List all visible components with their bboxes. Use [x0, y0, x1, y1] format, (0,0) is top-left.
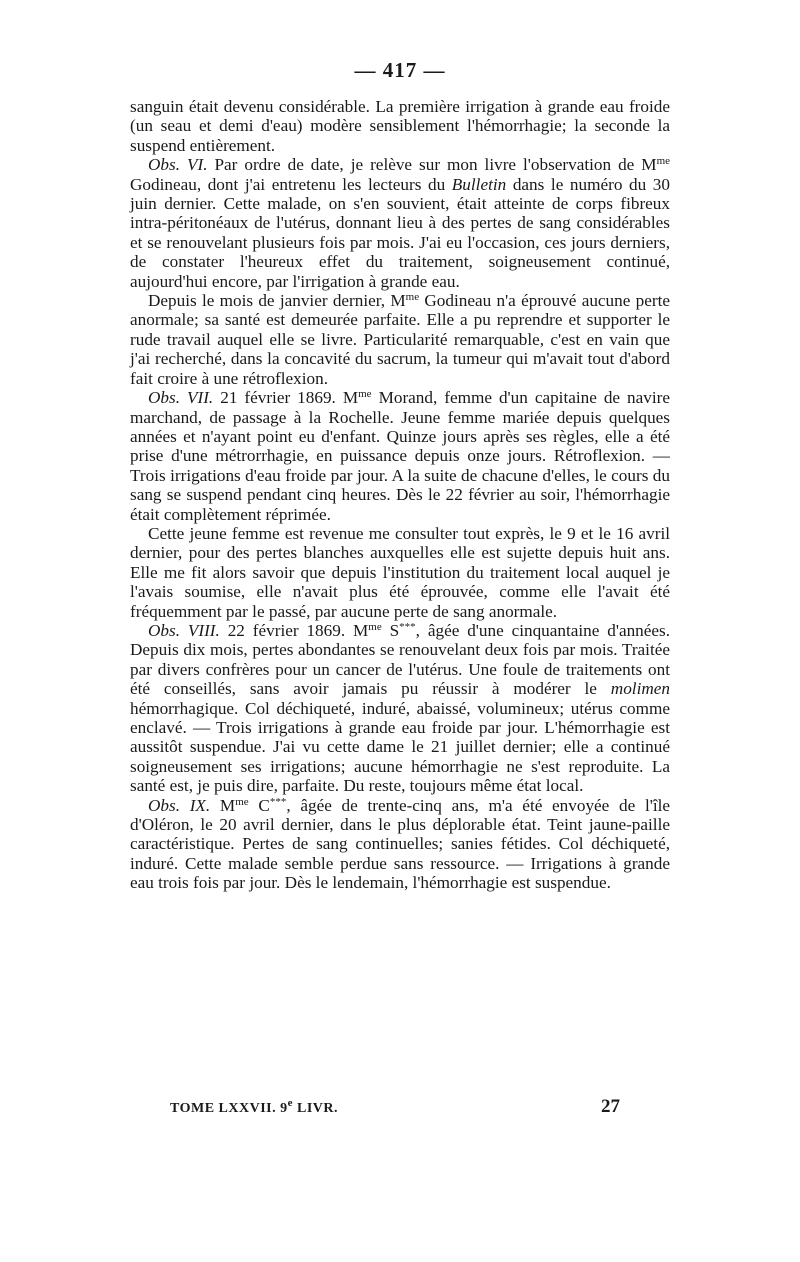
italic-title: Bulletin: [451, 174, 507, 194]
signature-text: TOME LXXVII. 9: [170, 1101, 288, 1116]
paragraph-obs-ix: [130, 796, 670, 893]
paragraph-text: Cette jeune femme est revenue me consulter tout exprès, le 9 et le 16 avril dernier, pour des pertes blanches auxquelles elle est sujette depuis huit ans. Elle me fit alors savoir que depuis l'institution du traitement local auquel je l'avais soumise, elle n'avait plus été éprouvée, comme elle l'avait été fréquemment par le passé, par aucune perte de sang anormale.: [130, 523, 670, 621]
paragraph-text: 22 février 1869. M: [219, 620, 369, 640]
paragraph-text: , âgée d'une cinquantaine d'années. Depuis dix mois, pertes abondantes se renouvelant deux fois par mois. Traitée par divers confrères pour un cancer de l'utérus. Une foule de traitements ont été conseillés, sans avoir jamais pu réussir à modérer le: [130, 620, 671, 699]
paragraph-obs-viii: [130, 621, 670, 796]
paragraph-text: Par ordre de date, je relève sur mon livre l'observation de M: [207, 155, 657, 175]
paragraph-text: Morand, femme d'un capitaine de navire marchand, de passage à la Rochelle. Jeune femme mariée depuis quelques années et n'ayant point eu d'enfant. Quinze jours après ses règles, elle a été prise d'une métrorrhagie, en puissance depuis onze jours. Rétroflexion. — Trois irrigations d'eau froide par jour. A la suite de chacune d'elles, le cours du sang se suspend pendant cinq heures. Dès le 22 février au soir, l'hémorrhagie était complètement réprimée.: [130, 388, 670, 524]
paragraph-text: dans le numéro du 30 juin dernier. Cette malade, on s'en souvient, était atteinte de corps fibreux intra-péritonéaux de l'utérus, donnant lieu à des pertes de sang considérables et se renouvelant plusieurs fois par mois. J'ai eu l'occasion, ces jours derniers, de constater l'heureux effet du traitement, soigneusement continué, aujourd'hui encore, par l'irrigation à grande eau.: [130, 174, 670, 291]
paragraph-godineau-followup: [130, 291, 670, 388]
paragraph-text: Depuis le mois de janvier dernier, M: [148, 291, 406, 311]
superscript: me: [405, 291, 420, 304]
paragraph-text: 21 février 1869. M: [213, 388, 359, 408]
paragraph-obs-vii: [130, 388, 670, 524]
signature-text: LIVR.: [292, 1101, 338, 1116]
paragraph-text: S: [381, 620, 400, 640]
paragraph-text: hémorrhagique. Col déchiqueté, induré, abaissé, volumineux; utérus comme enclavé. — Trois irrigations à grande eau froide par jour. L'hémorrhagie est aussitôt suspendue. J'ai vu cette dame le 21 juillet dernier; elle a continué soigneusement ses irrigations; aucune hémorrhagie ne s'est reproduite. La santé est, je puis dire, parfaite. Du reste, toujours même état local.: [130, 698, 670, 796]
italic-term: molimen: [610, 679, 670, 699]
paragraph-text: , âgée de trente-cinq ans, m'a été envoyée de l'île d'Oléron, le 20 avril dernier, dans le plus déplorable état. Teint jaune-paille caractéristique. Pertes de sang continuelles; sanies fétides. Col déchiqueté, induré. Cette malade semble perdue sans ressource. — Irrigations à grande eau trois fois par jour. Dès le lendemain, l'hémorrhagie est suspendue.: [130, 795, 670, 893]
paragraph-text: Godineau, dont j'ai entretenu les lecteurs du: [130, 174, 452, 194]
obs-label: Obs. VII.: [148, 388, 214, 408]
superscript: me: [235, 795, 249, 808]
obs-label: Obs. VI.: [148, 155, 208, 175]
superscript: ***: [399, 620, 416, 633]
paragraph-text: sanguin était devenu considérable. La première irrigation à grande eau froide (un seau et demi d'eau) modère sensiblement l'hémorrhagie; la seconde la suspend entièrement.: [130, 97, 670, 155]
superscript: me: [358, 388, 372, 401]
document-page: [130, 58, 670, 893]
paragraph-continuation: [130, 97, 670, 155]
paragraph-morand-followup: [130, 524, 670, 621]
obs-label: Obs. VIII.: [148, 620, 220, 640]
superscript: ***: [269, 795, 287, 808]
superscript: e: [287, 1097, 293, 1109]
paragraph-text: Godineau n'a éprouvé aucune perte anormale; sa santé est demeurée parfaite. Elle a pu reprendre et supporter le rude travail auquel elle se livre. Particularité remarquable, c'est en vain que j'ai recherché, dans la concavité du sacrum, la tumeur qui m'avait tout d'abord fait croire à une rétroflexion.: [130, 291, 671, 388]
paragraph-text: M: [210, 795, 236, 815]
page-number: — 417 —: [354, 58, 446, 82]
paragraph-text: C: [248, 795, 270, 815]
obs-label: Obs. IX.: [148, 795, 211, 815]
paragraph-obs-vi: [130, 155, 670, 291]
superscript: me: [656, 155, 671, 168]
page-footer: [170, 1096, 620, 1118]
signature-mark: [170, 1097, 338, 1117]
sheet-number: 27: [601, 1096, 620, 1117]
superscript: me: [368, 620, 382, 633]
body-text: [130, 97, 670, 893]
